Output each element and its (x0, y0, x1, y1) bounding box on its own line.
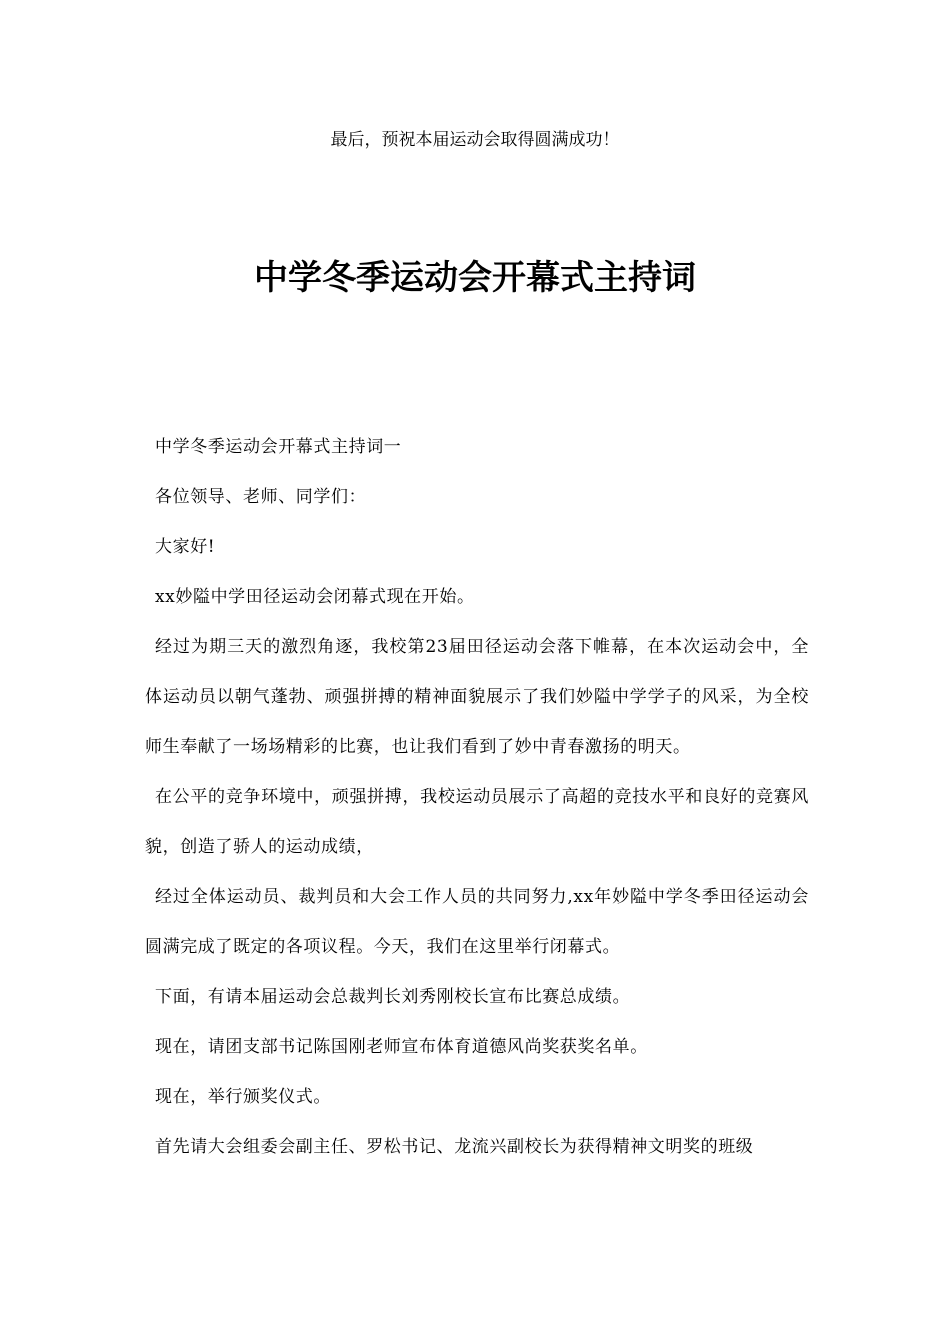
paragraph: 现在，举行颁奖仪式。 (155, 1087, 331, 1107)
closing-line: 最后，预祝本届运动会取得圆满成功！ (330, 130, 620, 150)
document-body (145, 422, 809, 1172)
document-title: 中学冬季运动会开幕式主持词 (254, 258, 696, 298)
paragraph: 经过全体运动员、裁判员和大会工作人员的共同努力,xx年妙隘中学冬季田径运动会圆满完成了既定的各项议程。今天，我们在这里举行闭幕式。 (145, 887, 809, 957)
paragraph-subtitle: 中学冬季运动会开幕式主持词一 (155, 437, 402, 457)
paragraph: xx妙隘中学田径运动会闭幕式现在开始。 (155, 587, 475, 607)
paragraph: 现在，请团支部书记陈国刚老师宣布体育道德风尚奖获奖名单。 (155, 1037, 648, 1057)
paragraph: 下面，有请本届运动会总裁判长刘秀刚校长宣布比赛总成绩。 (155, 987, 631, 1007)
paragraph: 首先请大会组委会副主任、罗松书记、龙流兴副校长为获得精神文明奖的班级 (155, 1137, 754, 1157)
paragraph: 经过为期三天的激烈角逐，我校第23届田径运动会落下帷幕，在本次运动会中，全体运动员以朝气蓬勃、顽强拼搏的精神面貌展示了我们妙隘中学学子的风采，为全校师生奉献了一场场精彩的比赛，也让我们看到了妙中青春激扬的明天。 (145, 637, 809, 757)
paragraph-hello: 大家好! (155, 537, 216, 557)
paragraph: 在公平的竞争环境中，顽强拼搏，我校运动员展示了高超的竞技水平和良好的竞赛风貌，创造了骄人的运动成绩， (145, 787, 809, 857)
paragraph-greeting: 各位领导、老师、同学们： (155, 487, 367, 507)
